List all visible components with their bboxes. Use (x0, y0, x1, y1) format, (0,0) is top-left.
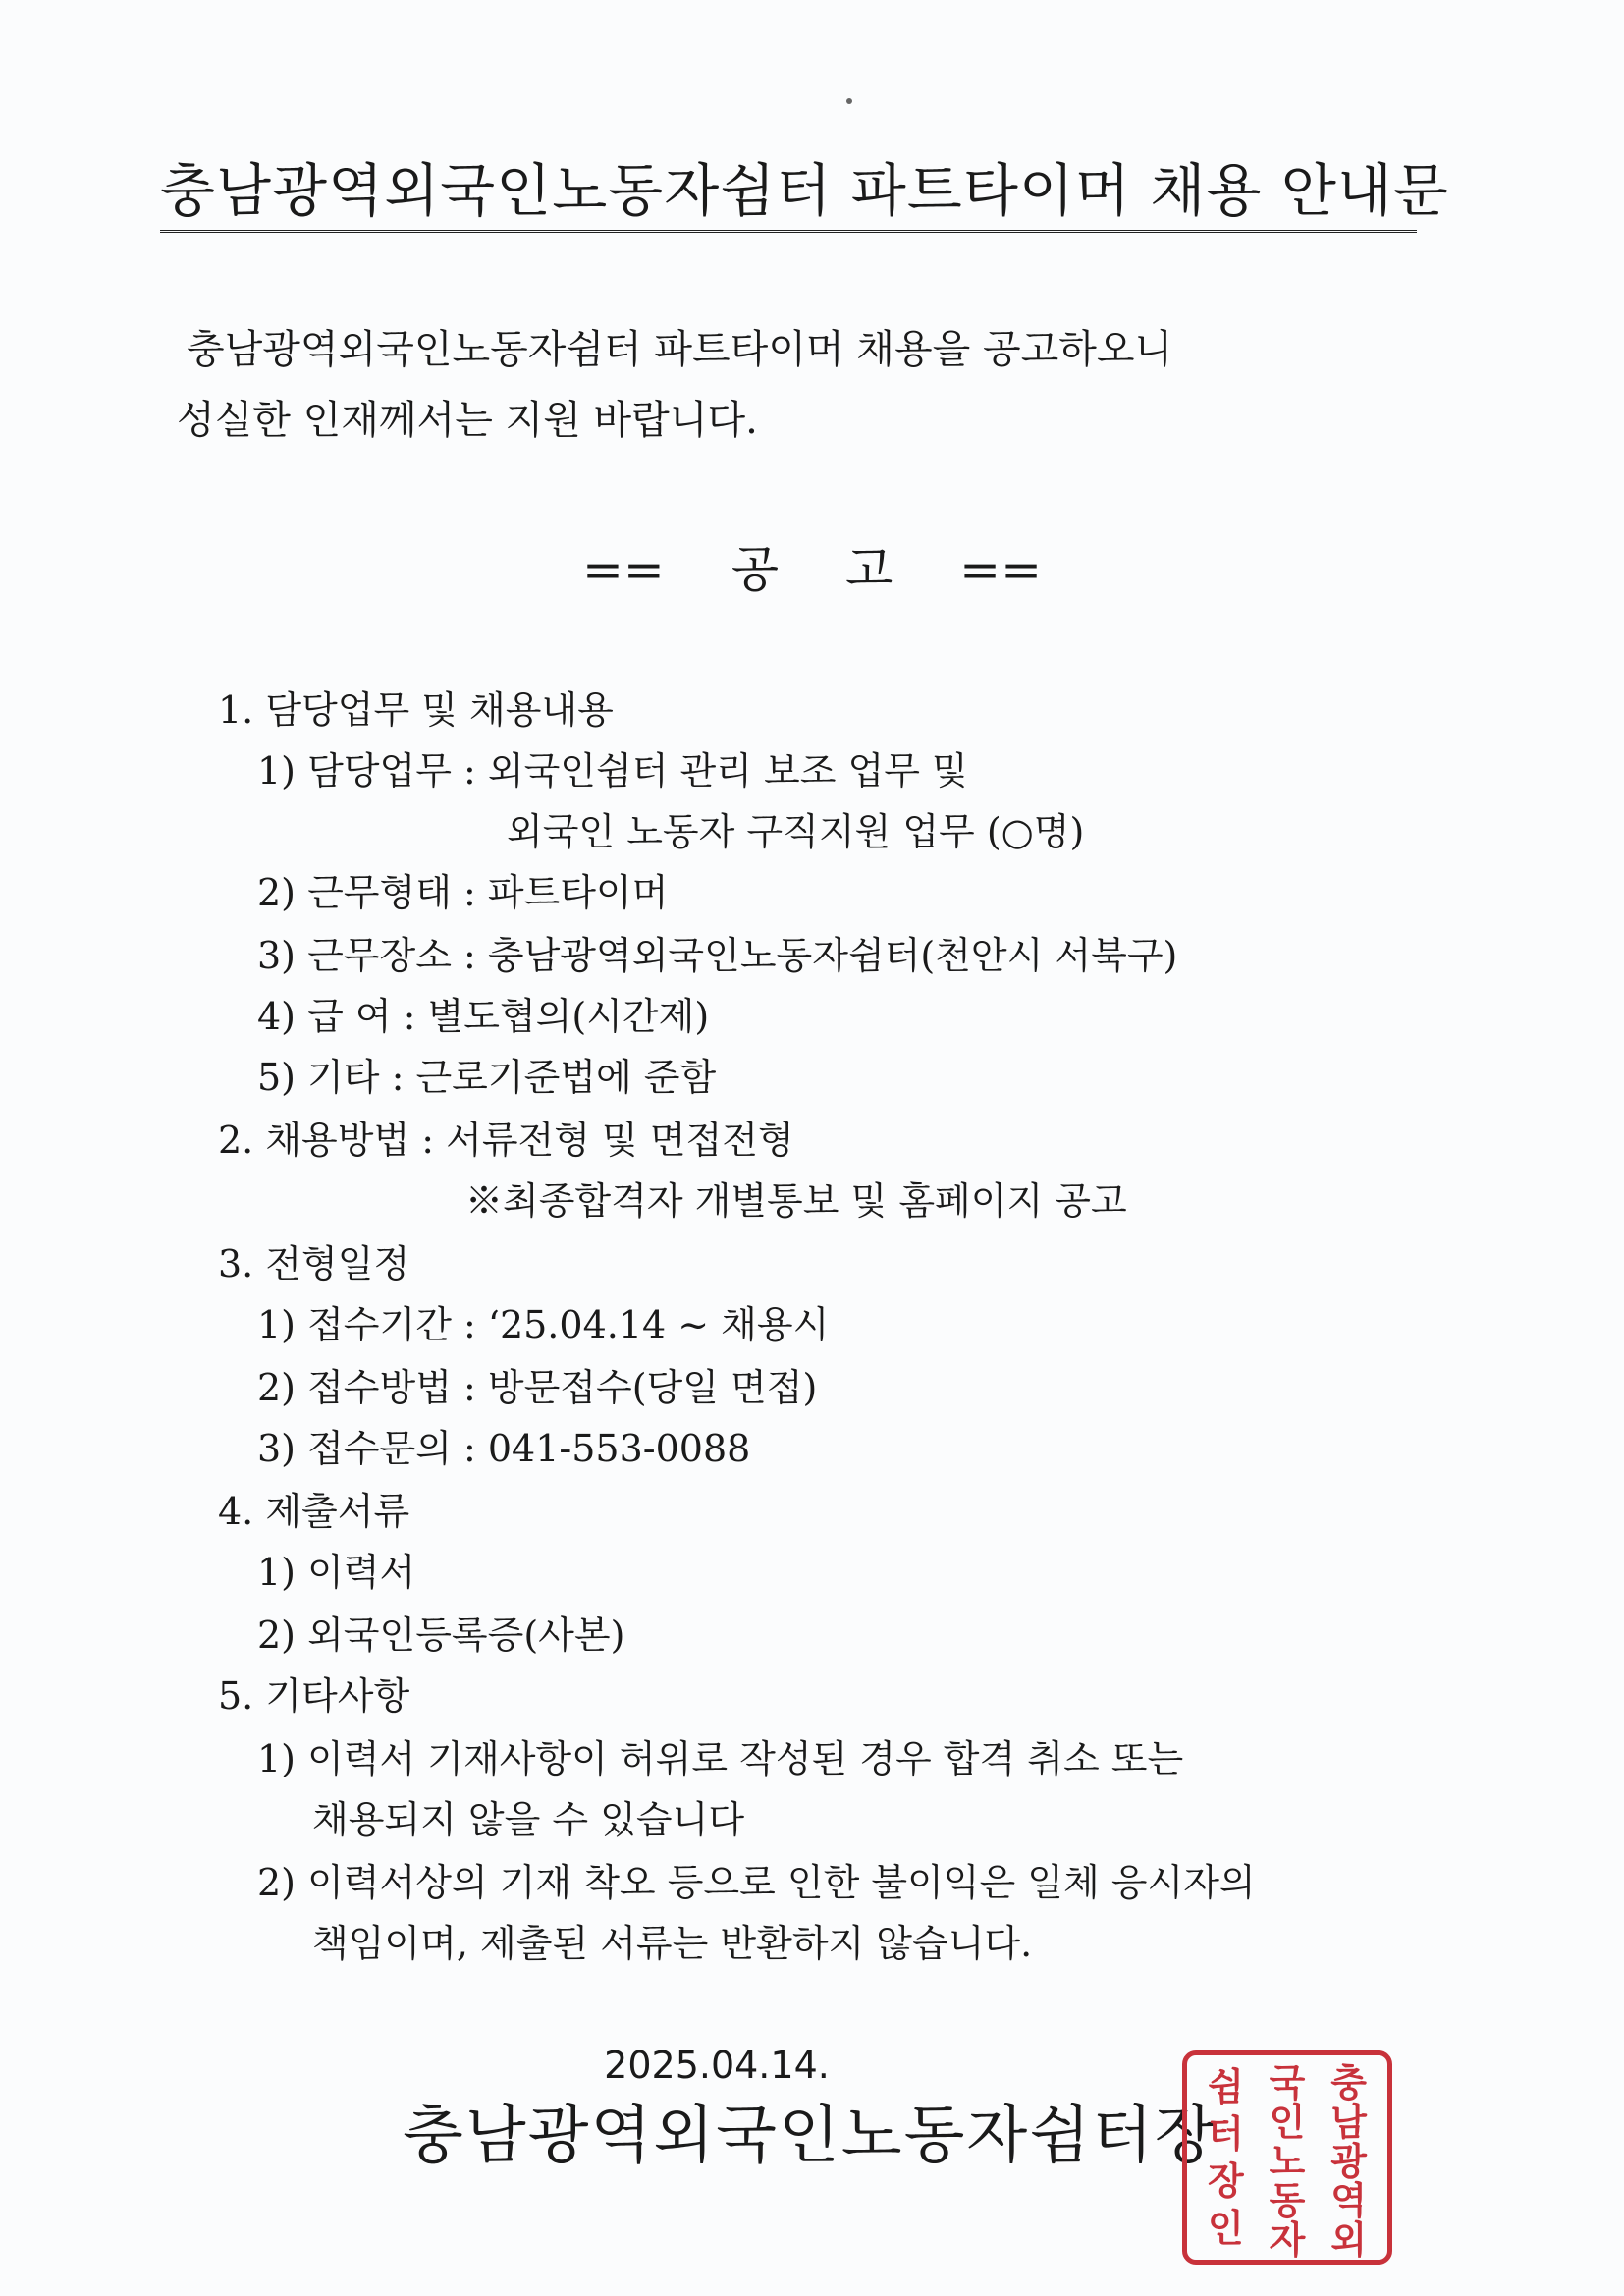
seal-glyph: 국 (1269, 2060, 1306, 2105)
section-4-item-2: 2) 외국인등록증(사본) (257, 1613, 625, 1657)
section-5-heading: 5. 기타사항 (218, 1674, 410, 1718)
intro-line-2: 성실한 인재께서는 지원 바랍니다. (177, 398, 758, 443)
seal-glyph: 인 (1207, 2206, 1244, 2250)
notice-left-mark: == (582, 541, 665, 598)
seal-glyph: 터 (1207, 2111, 1244, 2156)
page-title: 충남광역외국인노동자쉼터 파트타이머 채용 안내문 (160, 155, 1417, 233)
section-5-item-2: 2) 이력서상의 기재 착오 등으로 인한 불이익은 일체 응시자의 (257, 1861, 1256, 1904)
section-1-item-4: 4) 급 여 : 별도협의(시간제) (257, 995, 710, 1038)
section-1-heading: 1. 담당업무 및 채용내용 (218, 688, 614, 732)
seal-glyph: 충 (1330, 2060, 1367, 2105)
section-3-heading: 3. 전형일정 (218, 1242, 410, 1285)
seal-column (1330, 2060, 1367, 2262)
seal-glyph: 동 (1269, 2178, 1306, 2222)
seal-glyph: 쉼 (1207, 2064, 1244, 2108)
section-5-item-1-cont: 채용되지 않을 수 있습니다 (312, 1798, 745, 1841)
seal-glyph: 외 (1330, 2217, 1367, 2262)
intro-line-1: 충남광역외국인노동자쉼터 파트타이머 채용을 공고하오니 (187, 327, 1173, 372)
notice-word-1: 공 (731, 541, 780, 598)
section-2-note: ※최종합격자 개별통보 및 홈페이지 공고 (465, 1179, 1127, 1223)
seal-glyph: 노 (1269, 2139, 1306, 2183)
section-4-item-1: 1) 이력서 (257, 1551, 416, 1594)
official-seal (1182, 2050, 1392, 2265)
intro-paragraph (177, 314, 1404, 456)
section-1-item-1-cont: 외국인 노동자 구직지원 업무 (○명) (507, 810, 1085, 853)
seal-glyph: 광 (1330, 2139, 1367, 2183)
section-3-item-3: 3) 접수문의 : 041-553-0088 (257, 1427, 751, 1470)
scan-speck (846, 98, 852, 104)
section-5-item-1: 1) 이력서 기재사항이 허위로 작성된 경우 합격 취소 또는 (257, 1737, 1184, 1780)
section-1-item-5: 5) 기타 : 근로기준법에 준함 (257, 1056, 717, 1099)
section-5-item-2-cont: 책임이며, 제출된 서류는 반환하지 않습니다. (312, 1922, 1033, 1965)
section-3-item-1: 1) 접수기간 : ‘25.04.14 ~ 채용시 (257, 1303, 830, 1346)
seal-glyph: 남 (1330, 2100, 1367, 2144)
section-1-item-1: 1) 담당업무 : 외국인쉼터 관리 보조 업무 및 (257, 749, 968, 793)
seal-column (1208, 2063, 1244, 2252)
notice-heading (0, 535, 1624, 604)
notice-word-2: 고 (844, 541, 893, 598)
seal-glyph: 장 (1207, 2159, 1244, 2203)
signer-name: 충남광역외국인노동자쉼터장 (403, 2100, 1218, 2172)
section-1-item-3: 3) 근무장소 : 충남광역외국인노동자쉼터(천안시 서북구) (257, 934, 1178, 977)
seal-glyph: 인 (1269, 2100, 1306, 2144)
seal-glyph: 자 (1269, 2217, 1306, 2262)
section-1-item-2: 2) 근무형태 : 파트타이머 (257, 871, 669, 914)
seal-column (1269, 2060, 1306, 2262)
section-4-heading: 4. 제출서류 (218, 1490, 410, 1533)
section-3-item-2: 2) 접수방법 : 방문접수(당일 면접) (257, 1366, 818, 1409)
seal-glyph: 역 (1330, 2178, 1367, 2222)
section-2-heading: 2. 채용방법 : 서류전형 및 면접전형 (218, 1119, 794, 1162)
notice-right-mark: == (959, 541, 1042, 598)
issue-date: 2025.04.14. (604, 2044, 830, 2087)
